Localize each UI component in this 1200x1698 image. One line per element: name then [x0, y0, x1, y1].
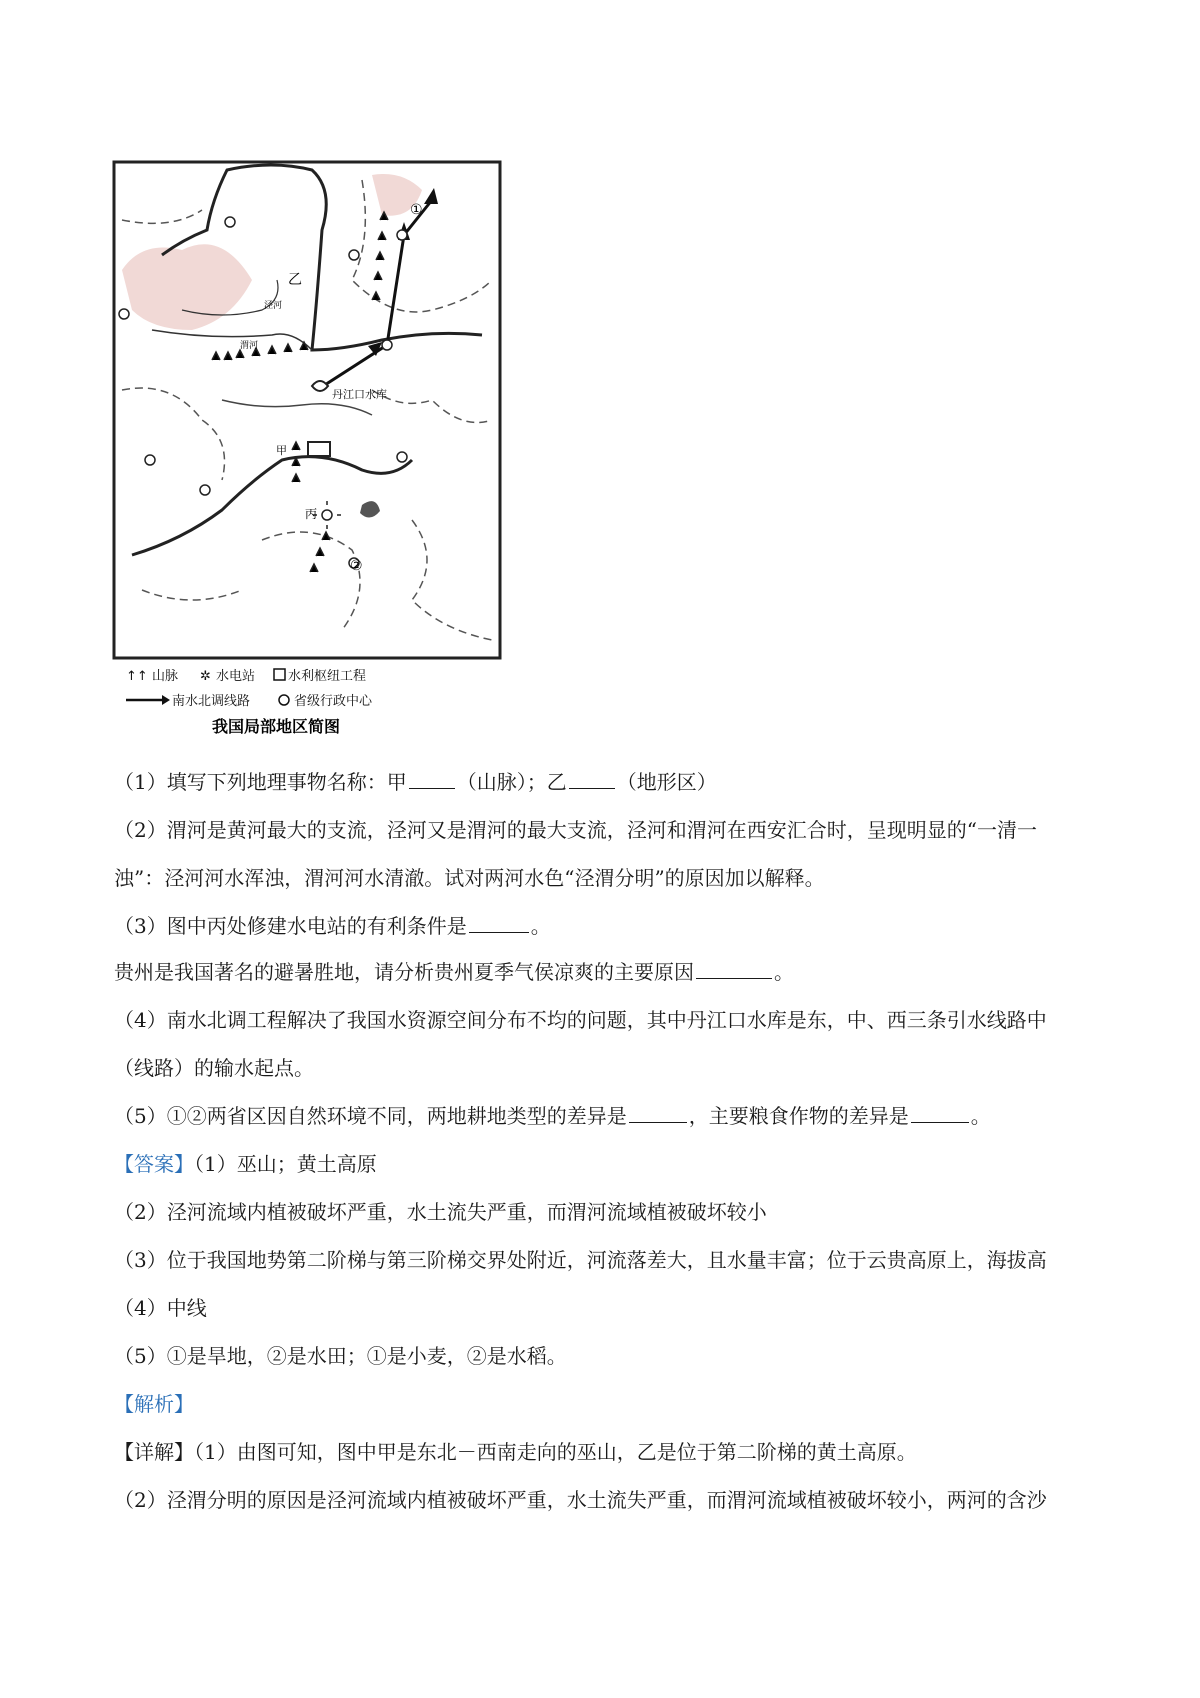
question-2-line-1: （2）渭河是黄河最大的支流，泾河又是渭河的最大支流，泾河和渭河在西安汇合时，呈现明显的“一清一	[114, 818, 1037, 842]
q5-prefix: （5）①②两省区因自然环境不同，两地耕地类型的差异是	[114, 1104, 627, 1128]
blank-q5-land[interactable]	[629, 1104, 687, 1123]
q3b-prefix: 贵州是我国著名的避暑胜地，请分析贵州夏季气侯凉爽的主要原因	[114, 960, 694, 984]
answer-tag: 【答案】	[114, 1152, 194, 1176]
detail-1-text: （1）由图可知，图中甲是东北－西南走向的巫山，乙是位于第二阶梯的黄土高原。	[194, 1440, 917, 1464]
q3-prefix: （3）图中丙处修建水电站的有利条件是	[114, 914, 467, 938]
label-region-2: ②	[350, 558, 363, 574]
legend-hydropower: 水电站	[216, 669, 256, 684]
blank-jia[interactable]	[409, 770, 455, 789]
label-danjiangkou: 丹江口水库	[332, 388, 387, 401]
question-5	[114, 1102, 1104, 1130]
q3-suffix: 。	[530, 914, 551, 938]
q5-mid: ，主要粮食作物的差异是	[688, 1104, 909, 1128]
blank-yi[interactable]	[569, 770, 615, 789]
legend-hub: 水利枢纽工程	[288, 669, 367, 684]
analysis-tag: 【解析】	[114, 1392, 194, 1416]
reservoir-symbol	[312, 381, 328, 391]
answer-2: （2）泾河流域内植被破坏严重，水土流失严重，而渭河流域植被破坏较小	[114, 1200, 767, 1224]
question-4-line-2: （线路）的输水起点。	[114, 1056, 314, 1080]
q1-suffix: （地形区）	[616, 770, 717, 794]
question-4-line-1: （4）南水北调工程解决了我国水资源空间分布不均的问题，其中丹江口水库是东，中、西三条引水线路中	[114, 1008, 1047, 1032]
label-wei: 渭河	[240, 341, 259, 351]
detail-2: （2）泾渭分明的原因是泾河流域内植被破坏严重，水土流失严重，而渭河流域植被破坏较小，两河的含沙	[114, 1488, 1047, 1512]
map-graphic	[112, 160, 502, 738]
detail-1	[114, 1438, 1104, 1466]
q3b-suffix: 。	[774, 960, 794, 984]
label-yi: 乙	[288, 272, 302, 288]
answer-3: （3）位于我国地势第二阶梯与第三阶梯交界处附近，河流落差大，且水量丰富；位于云贵高原上，海拔高	[114, 1248, 1047, 1272]
legend-mountain: 山脉	[152, 669, 179, 684]
map-frame	[114, 162, 500, 658]
blank-q3[interactable]	[469, 914, 529, 933]
q5-suffix: 。	[970, 1104, 991, 1128]
answer-4: （4）中线	[114, 1296, 207, 1320]
answer-1	[114, 1150, 1104, 1178]
regional-map-figure	[112, 160, 502, 738]
map-caption: 我国局部地区简图	[212, 717, 341, 736]
svg-text:✲: ✲	[200, 669, 211, 684]
label-jia: 甲	[276, 444, 287, 457]
answer-1-text: （1）巫山；黄土高原	[194, 1152, 377, 1176]
svg-text:↑↑: ↑↑	[126, 669, 148, 684]
question-3	[114, 912, 1104, 940]
q1-prefix: （1）填写下列地理事物名称：甲	[114, 770, 407, 794]
question-3b	[114, 958, 1104, 986]
blank-q3b[interactable]	[696, 960, 772, 979]
label-jing: 泾河	[264, 301, 283, 311]
q1-mid: （山脉）；乙	[456, 770, 567, 794]
map-legend	[126, 668, 373, 709]
hub-symbol	[308, 442, 330, 456]
label-region-1: ①	[410, 202, 423, 218]
legend-capital: 省级行政中心	[294, 694, 373, 709]
question-2-line-2: 浊”：泾河河水浑浊，渭河河水清澈。试对两河水色“泾渭分明”的原因加以解释。	[114, 866, 825, 890]
blank-q5-crop[interactable]	[911, 1104, 969, 1123]
question-1	[114, 768, 1104, 796]
answer-5: （5）①是旱地，②是水田；①是小麦，②是水稻。	[114, 1344, 567, 1368]
label-bing: 丙	[305, 507, 318, 521]
detail-tag: 【详解】	[114, 1440, 194, 1464]
legend-route: 南水北调线路	[172, 694, 251, 709]
